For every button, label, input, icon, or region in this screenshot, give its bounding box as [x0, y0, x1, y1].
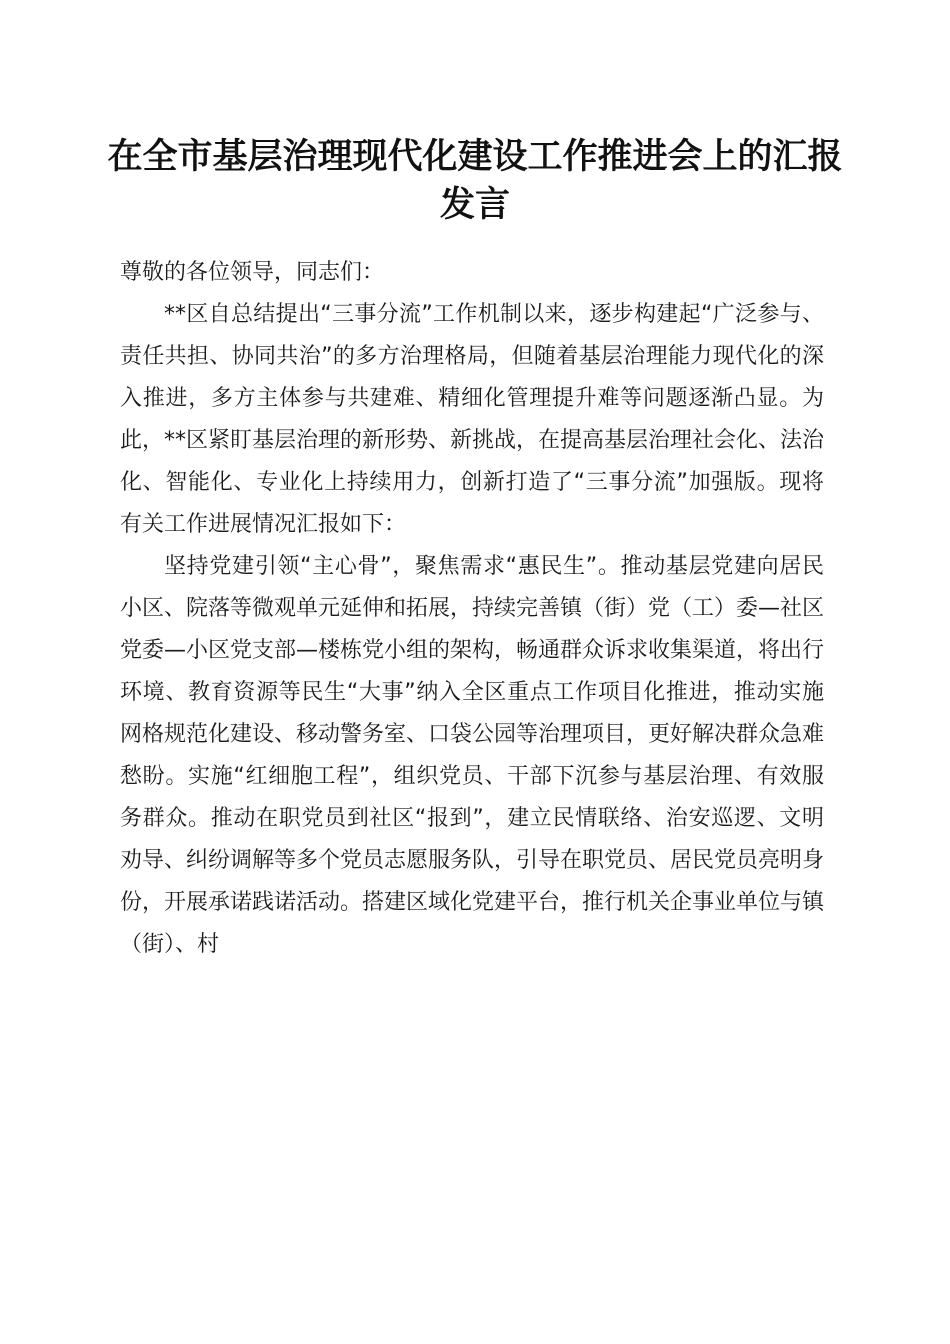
salutation: 尊敬的各位领导，同志们： [120, 260, 385, 285]
document-body [120, 252, 824, 966]
paragraph-party-building: 坚持党建引领“主心骨”，聚焦需求“惠民生”。推动基层党建向居民小区、院落等微观单元延伸和拓展，持续完善镇（街）党（工）委—社区党委—小区党支部—楼栋党小组的架构，畅通群众诉求收集渠道，将出行环境、教育资源等民生“大事”纳入全区重点工作项目化推进，推动实施网格规范化建设、移动警务室、口袋公园等治理项目，更好解决群众急难愁盼。实施“红细胞工程”，组织党员、干部下沉参与基层治理、有效服务群众。推动在职党员到社区“报到”，建立民情联络、治安巡逻、文明劝导、纠纷调解等多个党员志愿服务队，引导在职党员、居民党员亮明身份，开展承诺践诺活动。搭建区域化党建平台，推行机关企事业单位与镇（街）、村 [120, 554, 825, 957]
paragraph-intro: **区自总结提出“三事分流”工作机制以来，逐步构建起“广泛参与、责任共担、协同共治”的多方治理格局，但随着基层治理能力现代化的深入推进，多方主体参与共建难、精细化管理提升难等问题逐渐凸显。为此，**区紧盯基层治理的新形势、新挑战，在提高基层治理社会化、法治化、智能化、专业化上持续用力，创新打造了“三事分流”加强版。现将有关工作进展情况汇报如下： [120, 302, 825, 537]
document-title: 在全市基层治理现代化建设工作推进会上的汇报发言 [107, 136, 843, 225]
